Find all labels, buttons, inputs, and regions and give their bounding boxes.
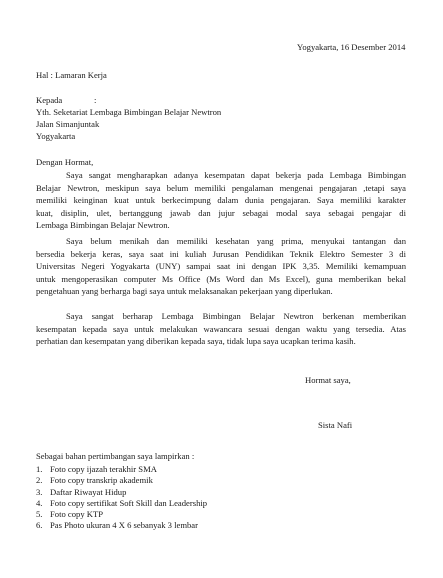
paragraph-1-line: kuat, disiplin, ulet, bertanggung jawab dan jujur sebagai modal saya sebagai pengajar di xyxy=(36,207,406,218)
paragraph-2 xyxy=(36,236,406,299)
paragraph-1 xyxy=(36,170,406,233)
list-item: 6. Pas Photo ukuran 4 X 6 sebanyak 3 lembar xyxy=(36,520,198,531)
paragraph-2-line: Saya belum menikah dan memiliki kesehatan yang prima, menyukai tantangan dan xyxy=(66,236,406,246)
attachments-list xyxy=(36,464,207,532)
list-item: 5. Foto copy KTP xyxy=(36,509,103,520)
paragraph-3-line: kesempatan kepada saya untuk melakukan wawancara sesuai dengan waktu yang tersedia. Atas xyxy=(36,323,406,334)
signature: Sista Nafi xyxy=(318,420,353,430)
greeting: Dengan Hormat, xyxy=(36,157,94,167)
paragraph-1-line: Belajar Newtron, meskipun saya belum memiliki pengalaman mengenai pengajaran ,tetapi saya xyxy=(36,182,406,193)
paragraph-2-line: pengetahuan yang berharga bagi saya untuk melaksanakan pekerjaan yang diperlukan. xyxy=(36,286,333,297)
paragraph-3 xyxy=(36,311,406,349)
recipient-label: Kepada xyxy=(36,95,63,105)
list-item: 1. Foto copy ijazah terakhir SMA xyxy=(36,464,157,474)
attachments-intro: Sebagai bahan pertimbangan saya lampirkan : xyxy=(36,451,195,461)
recipient-street: Jalan Simanjuntak xyxy=(36,119,100,129)
letter-subject: Hal : Lamaran Kerja xyxy=(36,70,107,80)
paragraph-2-line: bersedia bekerja keras, saya saat ini kuliah Jurusan Pendidikan Teknik Elektro Semester 3 di xyxy=(36,248,406,259)
paragraph-3-line: perhatian dan kesempatan yang diberikan kepada saya, tidak lupa saya ucapkan terima kasih. xyxy=(36,336,356,347)
closing: Hormat saya, xyxy=(305,375,351,385)
recipient-name: Yth. Seketariat Lembaga Bimbingan Belajar Newtron xyxy=(36,107,222,117)
list-item: 2. Foto copy transkrip akademik xyxy=(36,475,153,486)
recipient-colon: : xyxy=(94,95,97,105)
paragraph-1-line: Lembaga Bimbingan Belajar Newtron. xyxy=(36,220,170,231)
paragraph-1-line: memiliki keinginan kuat untuk berkecimpung dalam dunia pengajaran. Saya memiliki karakter xyxy=(36,195,406,206)
paragraph-3-line: Saya sangat berharap Lembaga Bimbingan Belajar Newtron berkenan memberikan xyxy=(66,311,406,321)
paragraph-2-line: Universitas Negeri Yogyakarta (UNY) sampai saat ini dengan IPK 3,35. Memiliki kemampuan xyxy=(36,261,406,272)
paragraph-1-line: Saya sangat mengharapkan adanya kesempatan dapat bekerja pada Lembaga Bimbingan xyxy=(66,170,406,180)
list-item: 3. Daftar Riwayat Hidup xyxy=(36,486,127,497)
letter-date: Yogyakarta, 16 Desember 2014 xyxy=(297,42,406,52)
recipient-city: Yogyakarta xyxy=(36,131,76,141)
list-item: 4. Foto copy sertifikat Soft Skill dan Leadership xyxy=(36,497,208,508)
paragraph-2-line: untuk mengoperasikan computer Ms Office (Ms Word dan Ms Excel), guna memberikan bekal xyxy=(36,273,406,284)
